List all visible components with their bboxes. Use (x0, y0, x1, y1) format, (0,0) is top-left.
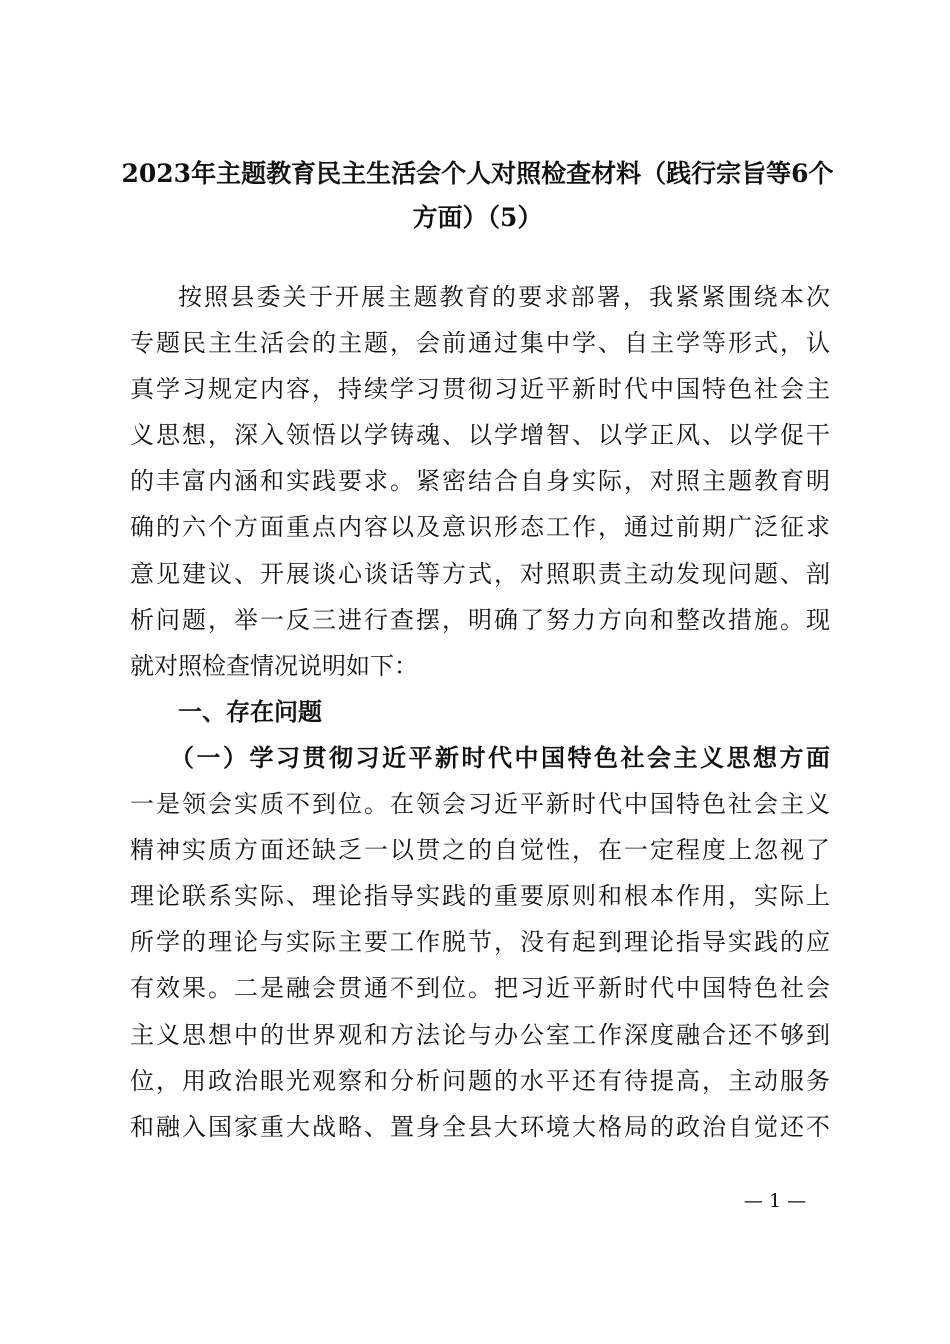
intro-line: 确的六个方面重点内容以及意识形态工作，通过前期广泛征求 (130, 513, 830, 542)
section-line: 精神实质方面还缺乏一以贯之的自觉性，在一定程度上忽视了 (130, 836, 830, 865)
intro-line: 专题民主生活会的主题，会前通过集中学、自主学等形式，认 (130, 329, 830, 358)
intro-line: 意见建议、开展谈心谈话等方式，对照职责主动发现问题、剖 (130, 559, 830, 588)
subsection-heading: （一）学习贯彻习近平新时代中国特色社会主义思想方面 (170, 742, 830, 772)
section-line: 所学的理论与实际主要工作脱节，没有起到理论指导实践的应 (130, 928, 830, 957)
intro-line: 析问题，举一反三进行查摆，明确了努力方向和整改措施。现 (130, 605, 830, 634)
page-number: — 1 — (743, 1190, 807, 1212)
section-heading: 一、存在问题 (178, 697, 322, 726)
document-title (120, 152, 835, 240)
section-line: 有效果。二是融会贯通不到位。把习近平新时代中国特色社会 (130, 974, 830, 1003)
section-line: 一是领会实质不到位。在领会习近平新时代中国特色社会主义 (130, 790, 830, 819)
title-line-1: 2023年主题教育民主生活会个人对照检查材料（践行宗旨等6个 (121, 159, 834, 188)
intro-line: 就对照检查情况说明如下： (130, 651, 418, 680)
intro-line: 义思想，深入领悟以学铸魂、以学增智、以学正风、以学促干 (130, 421, 830, 450)
intro-line: 真学习规定内容，持续学习贯彻习近平新时代中国特色社会主 (130, 375, 830, 404)
section-line: 理论联系实际、理论指导实践的重要原则和根本作用，实际上 (130, 882, 830, 911)
intro-line: 的丰富内涵和实践要求。紧密结合自身实际，对照主题教育明 (130, 467, 830, 496)
document-body (130, 274, 830, 1150)
title-line-2: 方面）（5） (412, 203, 543, 232)
section-line: 主义思想中的世界观和方法论与办公室工作深度融合还不够到 (130, 1020, 830, 1049)
section-line: 和融入国家重大战略、置身全县大环境大格局的政治自觉还不 (130, 1112, 830, 1141)
intro-line: 按照县委关于开展主题教育的要求部署，我紧紧围绕本次 (178, 283, 830, 311)
section-line: 位，用政治眼光观察和分析问题的水平还有待提高，主动服务 (130, 1066, 830, 1095)
